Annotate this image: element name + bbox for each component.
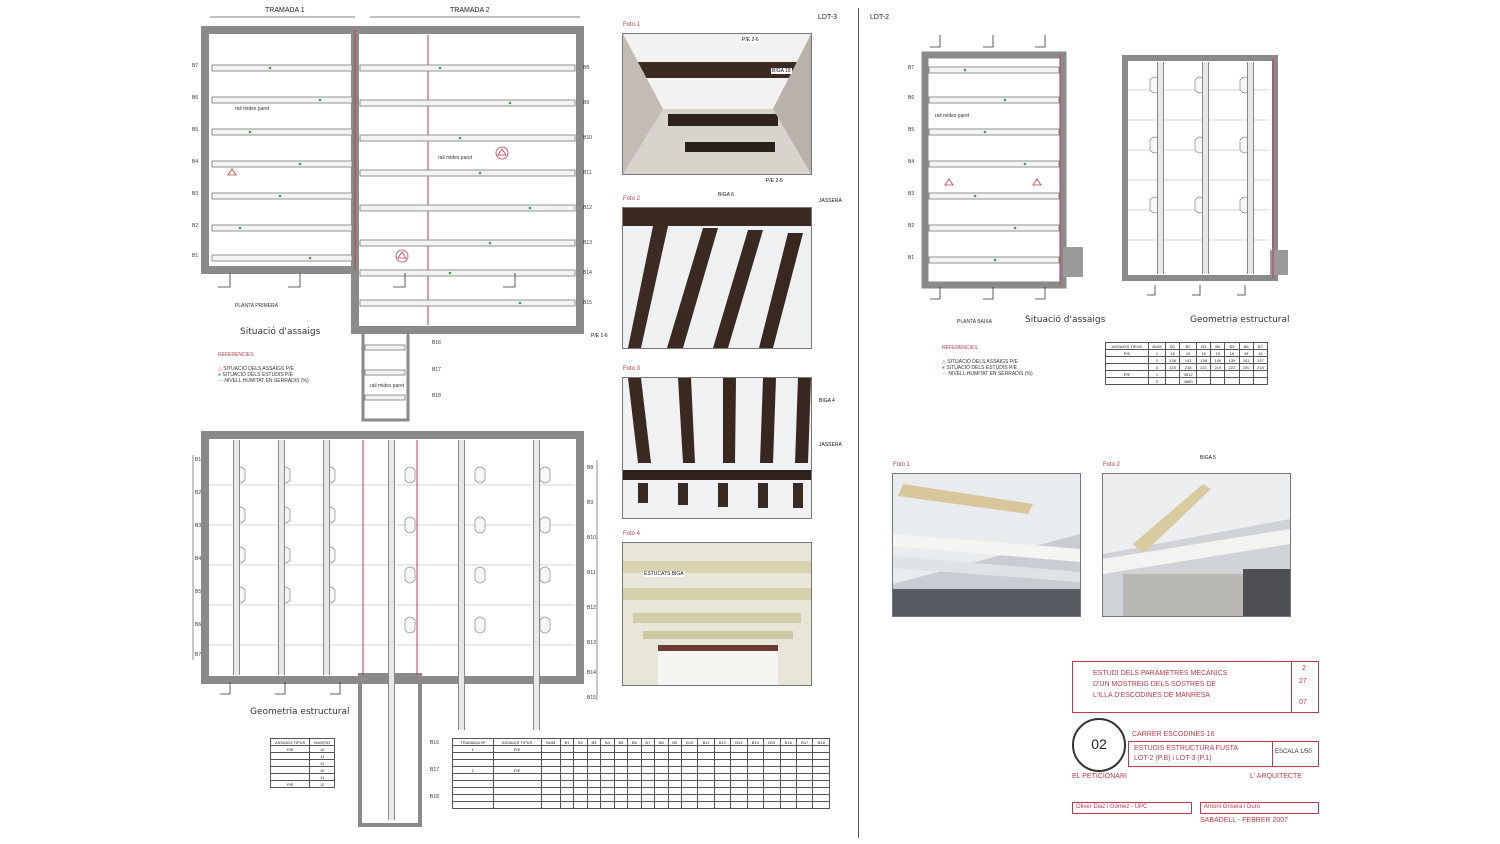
lot3-plan-caption: PLANTA PRIMERA — [235, 303, 278, 309]
tramada-1-label: TRAMADA 1 — [265, 7, 305, 14]
subject-line: LOT-2 (P.B) i LOT-3 (P.1) — [1134, 755, 1212, 762]
beam-label: B3 — [192, 191, 199, 197]
legend-item: △ SITUACIÓ DELS ASSAIGS P/E — [218, 366, 294, 372]
table-header: B13 — [731, 739, 747, 746]
table-header: B2 — [1180, 343, 1197, 350]
table-header: B15 — [764, 739, 780, 746]
triangle-icon: △ — [942, 359, 946, 365]
photo-label: Foto 4 — [623, 531, 641, 537]
photo-4-image — [623, 543, 811, 685]
beam-label: B1 — [908, 255, 915, 261]
photo-4-ceiling-beams — [622, 542, 812, 686]
lot2-label: LDT-2 — [870, 14, 890, 21]
lot3-humidity-table — [270, 738, 335, 788]
title-subject-box — [1128, 741, 1319, 767]
table-row: P/E 1 4512 — [1106, 371, 1268, 378]
legend-title: REFERENCIES — [942, 345, 978, 351]
beam-label: B13 — [583, 240, 592, 246]
table-row: 2 136 142 138 140 139 141 137 — [1106, 357, 1268, 364]
table-header: B16 — [780, 739, 796, 746]
address: CARRER ESCODINES 16 — [1132, 731, 1215, 738]
lot2-plan-title: Situació d'assaigs — [1025, 315, 1106, 325]
beam-label: B15 — [583, 300, 592, 306]
lot2-photo-1 — [892, 473, 1081, 617]
study-line: L'ILLA D'ESCODINES DE MANRESA — [1093, 692, 1211, 699]
beam-label: B7 — [195, 652, 202, 658]
legend-item: △ SITUACIÓ DELS ASSAIGS P/E — [942, 359, 1018, 365]
main-beam — [1202, 62, 1209, 274]
table-row — [453, 795, 830, 802]
lot2-situation-plan — [905, 25, 1075, 335]
table-cell — [271, 760, 310, 767]
table-cell: 11 — [310, 774, 335, 781]
table-header: B9 — [668, 739, 681, 746]
study-line: D'UN MOSTREIG DELS SOSTRES DE — [1093, 681, 1217, 688]
lot2-test-table — [1105, 342, 1268, 385]
beam-label: B8 — [587, 465, 594, 471]
beam-label: B10 — [583, 135, 592, 141]
photo-2-ceiling-beams — [622, 207, 812, 349]
beam-label: B15 — [587, 695, 596, 701]
photo-note: P/E 2-6 — [766, 178, 783, 184]
beam-label: B9 — [583, 100, 590, 106]
table-header: B1 — [560, 739, 573, 746]
table-header: B7 — [1253, 343, 1267, 350]
beam-label: B12 — [583, 205, 592, 211]
scale: ESCALA 1/50 — [1275, 749, 1312, 755]
beam-label: B7 — [192, 63, 199, 69]
table-header: B10 — [682, 739, 698, 746]
photo-note: BIGA 5 — [1200, 455, 1216, 461]
photo-label: Foto 1 — [893, 462, 911, 468]
beam-label: B8 — [583, 65, 590, 71]
table-header: B12 — [714, 739, 730, 746]
table-row: P/E 1 16 15 16 15 16 15 16 — [1106, 350, 1268, 357]
beam-label: B6 — [195, 622, 202, 628]
dot-icon: ● — [942, 365, 946, 371]
photo-note: JASSERA — [819, 442, 842, 448]
table-header: B3 — [587, 739, 600, 746]
beam-label: B6 — [192, 95, 199, 101]
beam-label: B4 — [908, 159, 915, 165]
photo-note: P/E 2-6 — [742, 37, 759, 43]
table-cell: 10 — [310, 746, 335, 753]
table-header: B17 — [796, 739, 812, 746]
table-header: B11 — [698, 739, 714, 746]
photo-note: BIGA 18 — [772, 68, 791, 74]
main-beam — [233, 440, 240, 675]
beam-label: B5 — [908, 127, 915, 133]
table-cell — [271, 767, 310, 774]
beam-label: B2 — [195, 490, 202, 496]
beam-label: B12 — [587, 605, 596, 611]
photo-label: Foto 1 — [623, 22, 641, 28]
table-cell: 12 — [310, 781, 335, 788]
main-beam — [458, 440, 465, 730]
beam-label: B4 — [195, 556, 202, 562]
beam-label: B4 — [192, 159, 199, 165]
legend-title: REFERENCIES — [218, 352, 254, 358]
lot2-plan-caption: PLANTA BAIXA — [957, 319, 992, 325]
table-cell: 10 — [310, 767, 335, 774]
table-header: B6 — [1239, 343, 1253, 350]
table-header: B18 — [813, 739, 830, 746]
table-cell: P/E — [271, 746, 310, 753]
legend-item: ● SITUACIÓ DELS ESTUDIS P/E — [218, 372, 293, 378]
beam-label: B3 — [908, 191, 915, 197]
lot2-photo-2 — [1102, 473, 1291, 617]
place-date: SABADELL - FEBRER 2007 — [1200, 817, 1289, 824]
main-beam — [388, 440, 395, 820]
legend-item: — NIVELL HUMITAT EN SERRADIS (%) — [218, 378, 309, 384]
table-header: TRAMADA Nº — [453, 739, 494, 746]
main-beam — [323, 440, 330, 675]
beam-label: B1 — [192, 253, 199, 259]
beam-label: B5 — [192, 127, 199, 133]
table-header: B7 — [641, 739, 654, 746]
photo-label: Foto 2 — [623, 196, 641, 202]
triangle-icon: △ — [218, 366, 222, 372]
table-header: HUMITAT — [310, 739, 335, 746]
architect-name: Antoni Grisera i Duro — [1204, 804, 1261, 810]
beam-label: B1 — [195, 457, 202, 463]
architect-label: L' ARQUITECTE — [1250, 773, 1302, 780]
beam-label: B14 — [587, 670, 596, 676]
table-header: B8 — [655, 739, 668, 746]
dash-icon: — — [218, 378, 223, 384]
photo-1-ceiling-beams — [622, 33, 812, 175]
photo-note: BIGA 6 — [718, 192, 734, 198]
table-row — [453, 753, 830, 760]
lot2-photo-1-image — [893, 474, 1080, 616]
photo-3-image — [623, 378, 811, 518]
lot-divider — [858, 8, 859, 838]
table-cell — [271, 753, 310, 760]
table-row — [453, 760, 830, 767]
lot3-test-table — [452, 738, 830, 809]
main-beam — [1157, 62, 1164, 274]
lot2-legend — [942, 345, 1033, 377]
beam-label: B16 — [430, 740, 439, 746]
beam-label: B3 — [195, 523, 202, 529]
table-header: B3 — [1197, 343, 1211, 350]
wall-note: rail mides paret — [438, 155, 473, 161]
sheet-number: 02 — [1091, 736, 1107, 752]
study-line: ESTUDI DELS PARÀMETRES MECÀNICS — [1093, 670, 1228, 677]
table-row: 3 220 218 221 219 222 220 218 — [1106, 364, 1268, 371]
lot2-geometry-plan — [1110, 40, 1295, 300]
beam-label: B2 — [908, 223, 915, 229]
photo-label: Foto 2 — [1103, 462, 1121, 468]
title-study-box — [1072, 661, 1319, 713]
table-header: B1 — [1166, 343, 1180, 350]
beam-label: B16 — [432, 340, 441, 346]
petitioner-label: EL PETICIONARI — [1072, 773, 1127, 780]
table-header: NUM — [1148, 343, 1165, 350]
beam-label: B18 — [430, 794, 439, 800]
photo-note: ESTUCATS BIGA — [644, 571, 684, 577]
legend-item: ● SITUACIÓ DELS ESTUDIS P/E — [942, 365, 1017, 371]
architect-name-box — [1200, 802, 1319, 814]
table-row — [453, 802, 830, 809]
table-header-row — [1106, 343, 1268, 350]
photo-note: BIGA 4 — [819, 398, 835, 404]
photo-2-image — [623, 208, 811, 348]
photo-3-ceiling-beams — [622, 377, 812, 519]
beam-label: B5 — [195, 589, 202, 595]
table-header: B6 — [628, 739, 641, 746]
table-header: B5 — [614, 739, 627, 746]
beam-label: B2 — [192, 223, 199, 229]
lot3-legend — [218, 352, 309, 384]
sheet-number-circle — [1072, 718, 1126, 772]
petitioner-name-box — [1072, 802, 1192, 814]
wall-note: rail mides paret — [935, 113, 970, 119]
beam-label: B10 — [587, 535, 596, 541]
table-header: B14 — [747, 739, 763, 746]
table-header: ASSAIGS TIPUS — [493, 739, 541, 746]
main-beam — [1247, 62, 1254, 274]
lot3-label: LDT-3 — [818, 14, 838, 21]
beam-label: B6 — [908, 95, 915, 101]
legend-item: — NIVELL HUMITAT EN SERRADIS (%) — [942, 371, 1033, 377]
table-header: B4 — [601, 739, 614, 746]
lot3-plan-title: Situació d'assaigs — [240, 327, 321, 337]
table-header: ASSAIGS TIPUS — [271, 739, 310, 746]
table-cell: 11 — [310, 753, 335, 760]
lot2-plan-drawing — [905, 25, 1075, 335]
lot2-photo-2-image — [1103, 474, 1290, 616]
beam-label: B18 — [432, 393, 441, 399]
code-line: 2 — [1302, 665, 1306, 672]
table-header: B2 — [574, 739, 587, 746]
beam-label: B11 — [583, 170, 592, 176]
table-header: ASSAIGS TIPUS — [1106, 343, 1149, 350]
table-header-row — [453, 739, 830, 746]
subject-line: ESTUDIS ESTRUCTURA FUSTA — [1134, 745, 1239, 752]
lot2-geometry-title: Geometria estructural — [1190, 315, 1290, 325]
table-row: 2 4580 — [1106, 378, 1268, 385]
main-beam — [278, 440, 285, 675]
petitioner-name: Oliver Diaz i Gómez - UPC — [1076, 804, 1148, 810]
table-row: 2 P/E — [453, 767, 830, 774]
code-line: 27 — [1299, 678, 1307, 685]
table-cell: 12 — [310, 760, 335, 767]
table-header: B5 — [1225, 343, 1239, 350]
table-row — [453, 781, 830, 788]
table-header: NUM — [541, 739, 560, 746]
wall-note: rail mides paret — [235, 106, 270, 112]
photo-note: P/E 1-6 — [591, 333, 608, 339]
wall-note: rail mides paret — [370, 383, 405, 389]
photo-label: Foto 3 — [623, 366, 641, 372]
lot3-geometry-title: Geometria estructural — [250, 707, 350, 717]
dot-icon: ● — [218, 372, 222, 378]
table-row — [453, 774, 830, 781]
dash-icon: — — [942, 371, 947, 377]
table-header: B4 — [1211, 343, 1225, 350]
code-line: 07 — [1299, 699, 1307, 706]
main-beam — [533, 440, 540, 730]
beam-label: B11 — [587, 570, 596, 576]
beam-label: B9 — [587, 500, 594, 506]
beam-label: B7 — [908, 65, 915, 71]
table-row: 1 P/E — [453, 746, 830, 753]
tramada-2-label: TRAMADA 2 — [450, 7, 490, 14]
table-row — [453, 788, 830, 795]
beam-label: B17 — [430, 767, 439, 773]
photo-1-image — [623, 34, 811, 174]
photo-note: JASSERA — [819, 198, 842, 204]
table-cell: P/E — [271, 781, 310, 788]
beam-label: B17 — [432, 367, 441, 373]
beam-label: B13 — [587, 640, 596, 646]
beam-label: B14 — [583, 270, 592, 276]
table-cell — [271, 774, 310, 781]
